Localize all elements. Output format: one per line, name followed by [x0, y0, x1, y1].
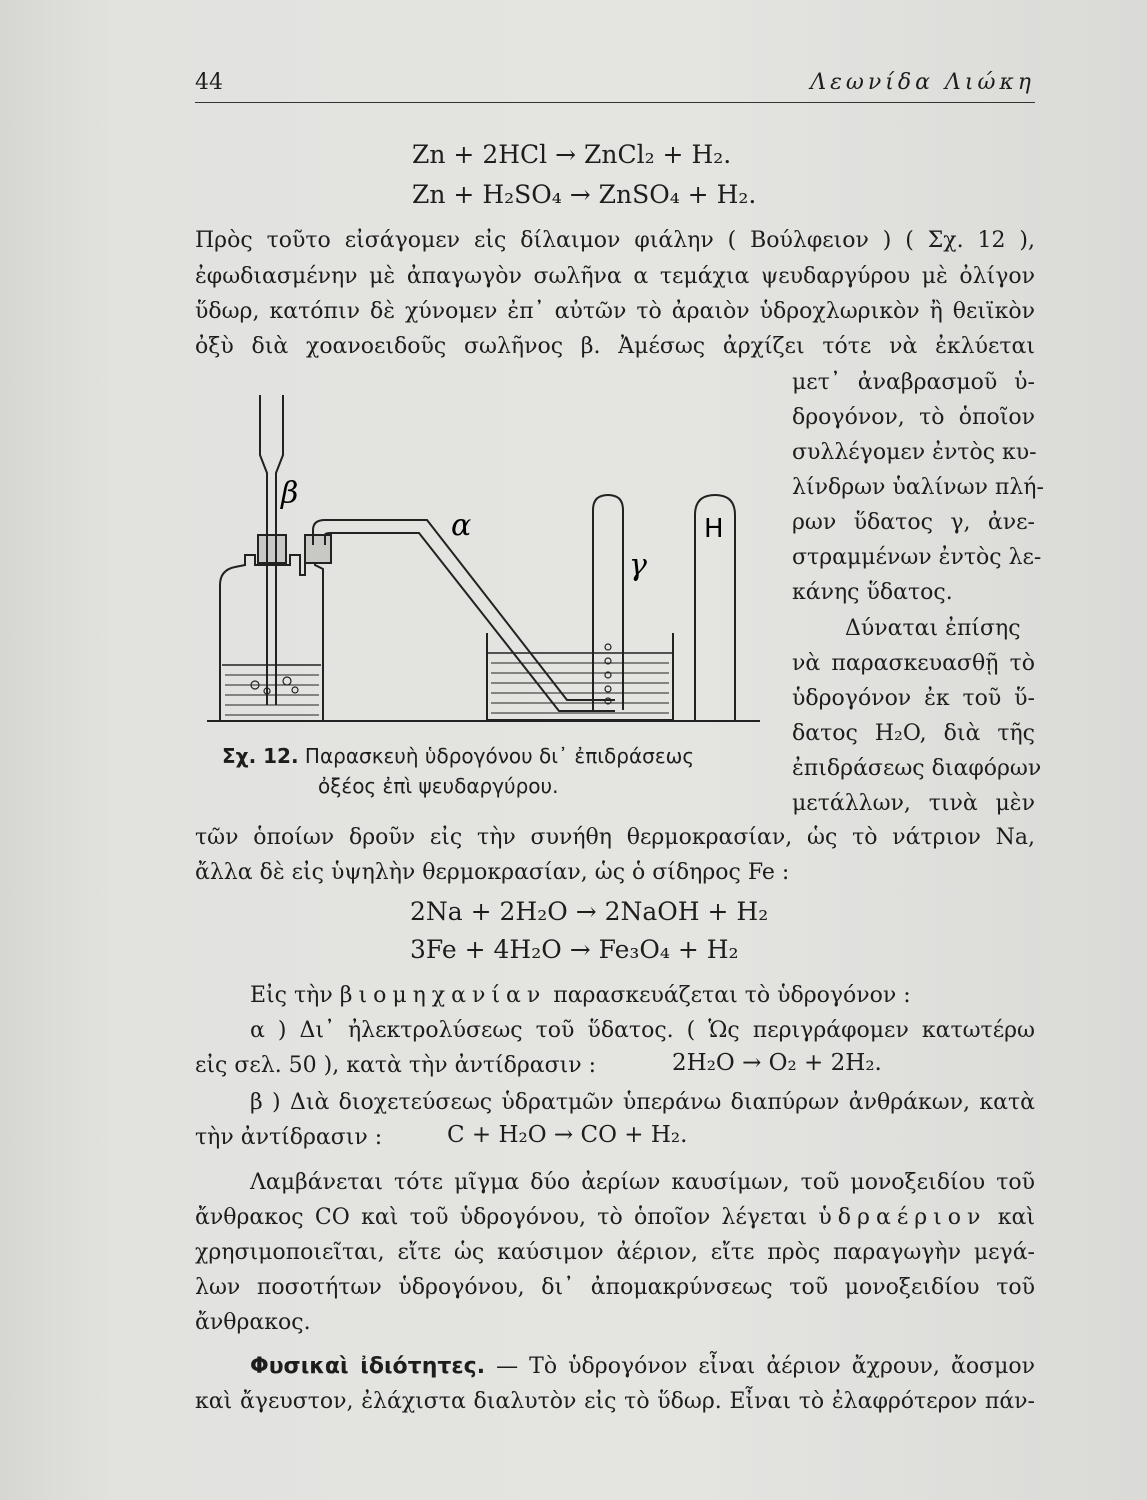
section-heading-physical-properties: Φυσικαὶ ἰδιότητες.: [250, 1354, 486, 1379]
figure-caption-line-2: ὀξέος ἐπὶ ψευδαργύρου.: [318, 774, 559, 798]
equation-zn-h2so4: Zn + H₂SO₄ → ZnSO₄ + H₂.: [412, 180, 757, 209]
water-trough: [487, 633, 673, 720]
equation-water-gas: C + H₂O → CO + H₂.: [447, 1122, 688, 1148]
paragraph-1-line: ὀξὺ διὰ χοανοειδοῦς σωλῆνος β. Ἀμέσως ἀρχίζει τότε νὰ ἐκλύεται: [195, 334, 1035, 359]
right-column-line: δατος H₂O, διὰ τῆς: [792, 721, 1035, 746]
industry-intro-before: Εἰς τὴν: [250, 983, 333, 1008]
running-title: Λεωνίδα Λιώκη: [810, 70, 1035, 95]
industry-intro-after: παρασκευάζεται τὸ ὑδρογόνον :: [553, 983, 911, 1008]
label-h: H: [704, 514, 724, 544]
paragraph-1-line: Πρὸς τοῦτο εἰσάγομεν εἰς δίλαιμον φιάλην ( Βούλφειον ) ( Σχ. 12 ),: [195, 228, 1035, 253]
paragraph-3-line-2-before: ἄνθρακος CO καὶ τοῦ ὑδρογόνου, τὸ ὁποῖον λέγεται: [195, 1205, 808, 1230]
hydrogen-apparatus-figure: [195, 385, 780, 730]
paragraph-1-line: ἐφωδιασμένην μὲ ἀπαγωγὸν σωλῆνα α τεμάχια ψευδαργύρου μὲ ὀλίγον: [195, 264, 1035, 289]
delivery-tube: [313, 520, 615, 711]
industry-b-line-2-text: τὴν ἀντίδρασιν :: [195, 1125, 383, 1150]
paragraph-4-line-1: [250, 1354, 1035, 1379]
figure-caption-number: Σχ. 12.: [222, 744, 299, 768]
equation-electrolysis: 2H₂O → O₂ + 2H₂.: [672, 1050, 882, 1076]
paragraph-3-line-2-after: καὶ: [997, 1205, 1035, 1230]
equation-sodium: 2Na + 2H₂O → 2NaOH + H₂: [410, 897, 769, 926]
right-column-line: στραμμένων ἐντὸς λε-: [792, 545, 1042, 570]
industry-emphasis: βιομηχανίαν: [339, 983, 547, 1008]
right-column-line: συλλέγομεν ἐντὸς κυ-: [792, 440, 1037, 465]
paragraph-3-line: λων ποσοτήτων ὑδρογόνου, δι᾽ ἀπομακρύνσεως τοῦ μονοξειδίου τοῦ: [195, 1275, 1035, 1300]
industry-a-line-1: α ) Δι᾽ ἠλεκτρολύσεως τοῦ ὕδατος. ( Ὡς περιγράφομεν κατωτέρω: [250, 1018, 1035, 1043]
paragraph-3-line: ἄνθρακος.: [195, 1310, 311, 1335]
paragraph-3-line: Λαμβάνεται τότε μῖγμα δύο ἀερίων καυσίμων, τοῦ μονοξειδίου τοῦ: [250, 1170, 1035, 1195]
figure-caption-text: Παρασκευὴ ὑδρογόνου δι᾽ ἐπιδράσεως: [304, 744, 695, 768]
equation-zn-hcl: Zn + 2HCl → ZnCl₂ + H₂.: [412, 140, 732, 169]
right-column-line: ὑδρογόνον ἐκ τοῦ ὕ-: [792, 686, 1035, 711]
bottle-stopper-right: [305, 535, 331, 563]
paragraph-2-line: ἄλλα δὲ εἰς ὑψηλὴν θερμοκρασίαν, ὡς ὁ σίδηρος Fe :: [195, 860, 790, 885]
right-column-line: μετάλλων, τινὰ μὲν: [792, 791, 1035, 816]
equation-iron: 3Fe + 4H₂O → Fe₃O₄ + H₂: [410, 935, 739, 964]
right-column-line: Δύναται ἐπίσης: [845, 616, 1021, 641]
industry-intro: [250, 983, 911, 1008]
industry-a-line-2-text: εἰς σελ. 50 ), κατὰ τὴν ἀντίδρασιν :: [195, 1053, 597, 1078]
page-header: [195, 70, 1035, 106]
right-column-line: ρων ὕδατος γ, ἀνε-: [792, 510, 1035, 535]
industry-b-line-1: β ) Διὰ διοχετεύσεως ὑδρατμῶν ὑπεράνω διαπύρων ἀνθράκων, κατὰ: [250, 1090, 1035, 1115]
bottle-liquid-hatching: [225, 675, 319, 715]
paragraph-4-line: καὶ ἄγευστον, ἐλάχιστα διαλυτὸν εἰς τὸ ὕδωρ. Εἶναι τὸ ἐλαφρότερον πάν-: [195, 1389, 1035, 1414]
trough-water-hatching: [491, 663, 669, 713]
right-column-line: ἐπιδράσεως διαφόρων: [792, 756, 1042, 781]
right-column-line: νὰ παρασκευασθῇ τὸ: [792, 651, 1035, 676]
label-beta: β: [281, 476, 299, 511]
paragraph-4-line-1-rest: — Τὸ ὑδρογόνον εἶναι ἀέριον ἄχρουν, ἄοσμον: [496, 1354, 1035, 1379]
figure-caption-line-1: [222, 744, 694, 768]
right-column-line: δρογόνον, τὸ ὁποῖον: [792, 405, 1035, 430]
label-gamma: γ: [629, 548, 647, 583]
page-number: 44: [195, 70, 223, 95]
header-rule: [195, 102, 1035, 103]
label-alpha: α: [451, 508, 472, 543]
paragraph-1-line: ὕδωρ, κατόπιν δὲ χύνομεν ἐπ᾽ αὐτῶν τὸ ἀραιὸν ὑδροχλωρικὸν ἢ θειϊκὸν: [195, 299, 1035, 324]
paragraph-2-line: τῶν ὁποίων δροῦν εἰς τὴν συνήθη θερμοκρασίαν, ὡς τὸ νάτριον Na,: [195, 825, 1035, 850]
paragraph-3-line-2: [195, 1205, 1035, 1230]
right-column-line: λίνδρων ὑαλίνων πλή-: [792, 475, 1044, 500]
water-gas-term: ὑδραέριον: [818, 1205, 987, 1230]
bottle-stopper-left: [258, 535, 286, 563]
paragraph-3-line: χρησιμοποιεῖται, εἴτε ὡς καύσιμον ἀέριον, εἴτε πρὸς παραγωγὴν μεγά-: [195, 1240, 1035, 1265]
right-column-line: μετ᾽ ἀναβρασμοῦ ὑ-: [792, 370, 1035, 395]
right-column-line: κάνης ὕδατος.: [792, 580, 953, 605]
